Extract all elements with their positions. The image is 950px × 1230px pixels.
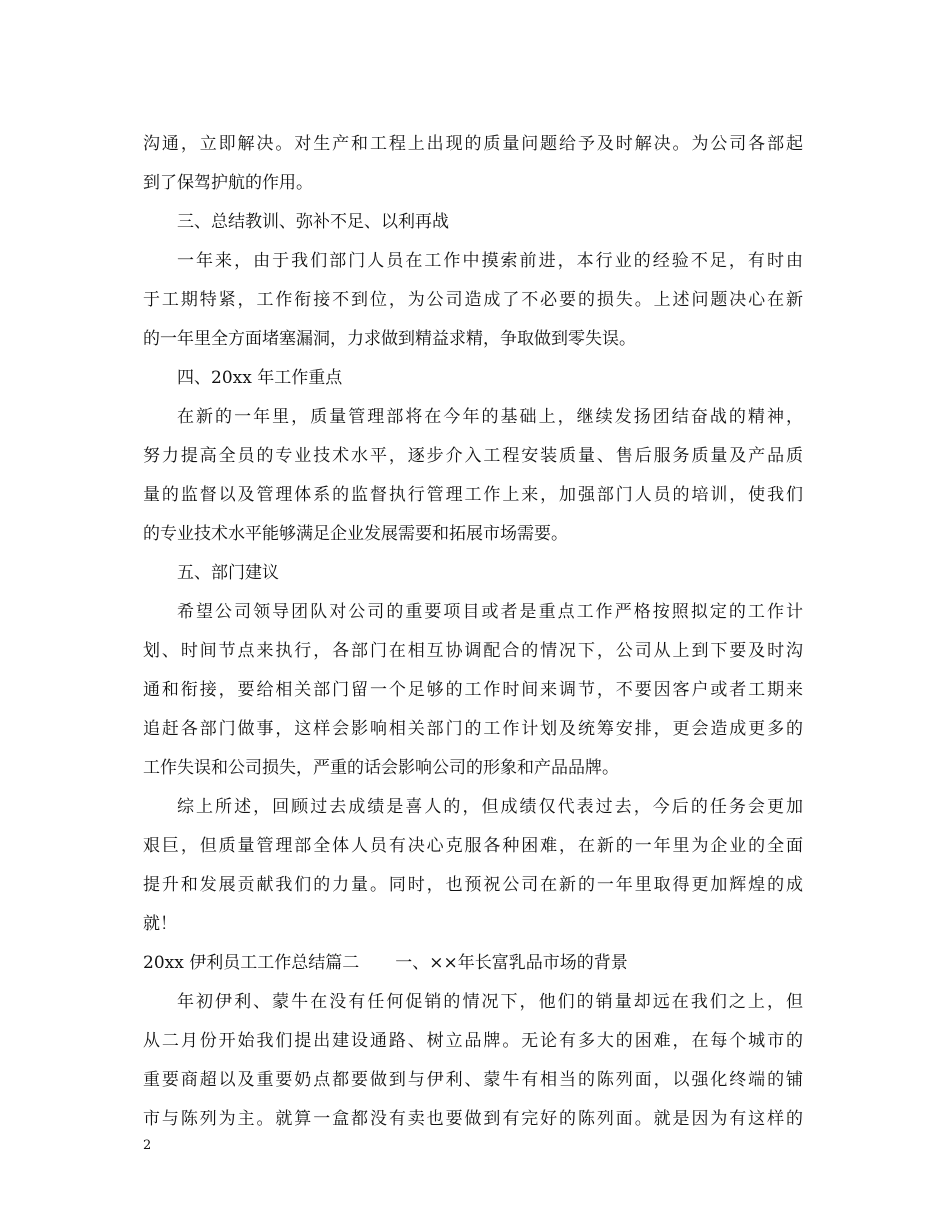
body-text-line: 到了保驾护航的作用。 [143, 173, 313, 193]
body-text-line: 努力提高全员的专业技术水平，逐步介入工程安装质量、售后服务质量及产品质 [143, 446, 803, 466]
body-text-line: 通和衔接，要给相关部门留一个足够的工作时间来调节，不要因客户或者工期来 [143, 680, 803, 700]
section-heading-3: 三、总结教训、弥补不足、以利再战 [177, 212, 449, 232]
body-text-line: 于工期特紧，工作衔接不到位，为公司造成了不必要的损失。上述问题决心在新 [143, 290, 803, 310]
body-text-line: 年初伊利、蒙牛在没有任何促销的情况下，他们的销量却远在我们之上，但 [177, 992, 803, 1012]
body-text-line: 在新的一年里，质量管理部将在今年的基础上，继续发扬团结奋战的精神， [177, 407, 803, 427]
body-text-line: 划、时间节点来执行，各部门在相互协调配合的情况下，公司从上到下要及时沟 [143, 641, 803, 661]
section-heading-5: 五、部门建议 [177, 563, 279, 583]
body-text-line: 一年来，由于我们部门人员在工作中摸索前进，本行业的经验不足，有时由 [177, 251, 803, 271]
body-text-line: 希望公司领导团队对公司的重要项目或者是重点工作严格按照拟定的工作计 [177, 602, 803, 622]
body-text-line: 沟通，立即解决。对生产和工程上出现的质量问题给予及时解决。为公司各部起 [143, 134, 803, 154]
body-text-line: 综上所述，回顾过去成绩是喜人的，但成绩仅代表过去，今后的任务会更加 [177, 797, 803, 817]
section-heading-4: 四、20xx 年工作重点 [177, 368, 343, 388]
article-title: 20xx 伊利员工工作总结篇二 [143, 953, 360, 973]
section-title-line [143, 952, 628, 974]
body-text-line: 的专业技术水平能够满足企业发展需要和拓展市场需要。 [143, 524, 568, 544]
body-text-line: 重要商超以及重要奶点都要做到与伊利、蒙牛有相当的陈列面，以强化终端的铺 [143, 1070, 803, 1090]
body-text-line: 工作失误和公司损失，严重的话会影响公司的形象和产品品牌。 [143, 758, 619, 778]
page-number: 2 [143, 1138, 152, 1153]
body-text-line: 从二月份开始我们提出建设通路、树立品牌。无论有多大的困难，在每个城市的 [143, 1031, 803, 1051]
body-text-line: 的一年里全方面堵塞漏洞，力求做到精益求精，争取做到零失误。 [143, 329, 636, 349]
body-text-line: 市与陈列为主。就算一盒都没有卖也要做到有完好的陈列面。就是因为有这样的 [143, 1109, 803, 1129]
article-subtitle: 一、××年长富乳品市场的背景 [395, 953, 628, 973]
body-text-line: 就！ [143, 914, 177, 934]
body-text-line: 艰巨，但质量管理部全体人员有决心克服各种困难，在新的一年里为企业的全面 [143, 836, 803, 856]
body-text-line: 提升和发展贡献我们的力量。同时，也预祝公司在新的一年里取得更加辉煌的成 [143, 875, 803, 895]
body-text-line: 追赶各部门做事，这样会影响相关部门的工作计划及统筹安排，更会造成更多的 [143, 719, 803, 739]
body-text-line: 量的监督以及管理体系的监督执行管理工作上来，加强部门人员的培训，使我们 [143, 485, 803, 505]
